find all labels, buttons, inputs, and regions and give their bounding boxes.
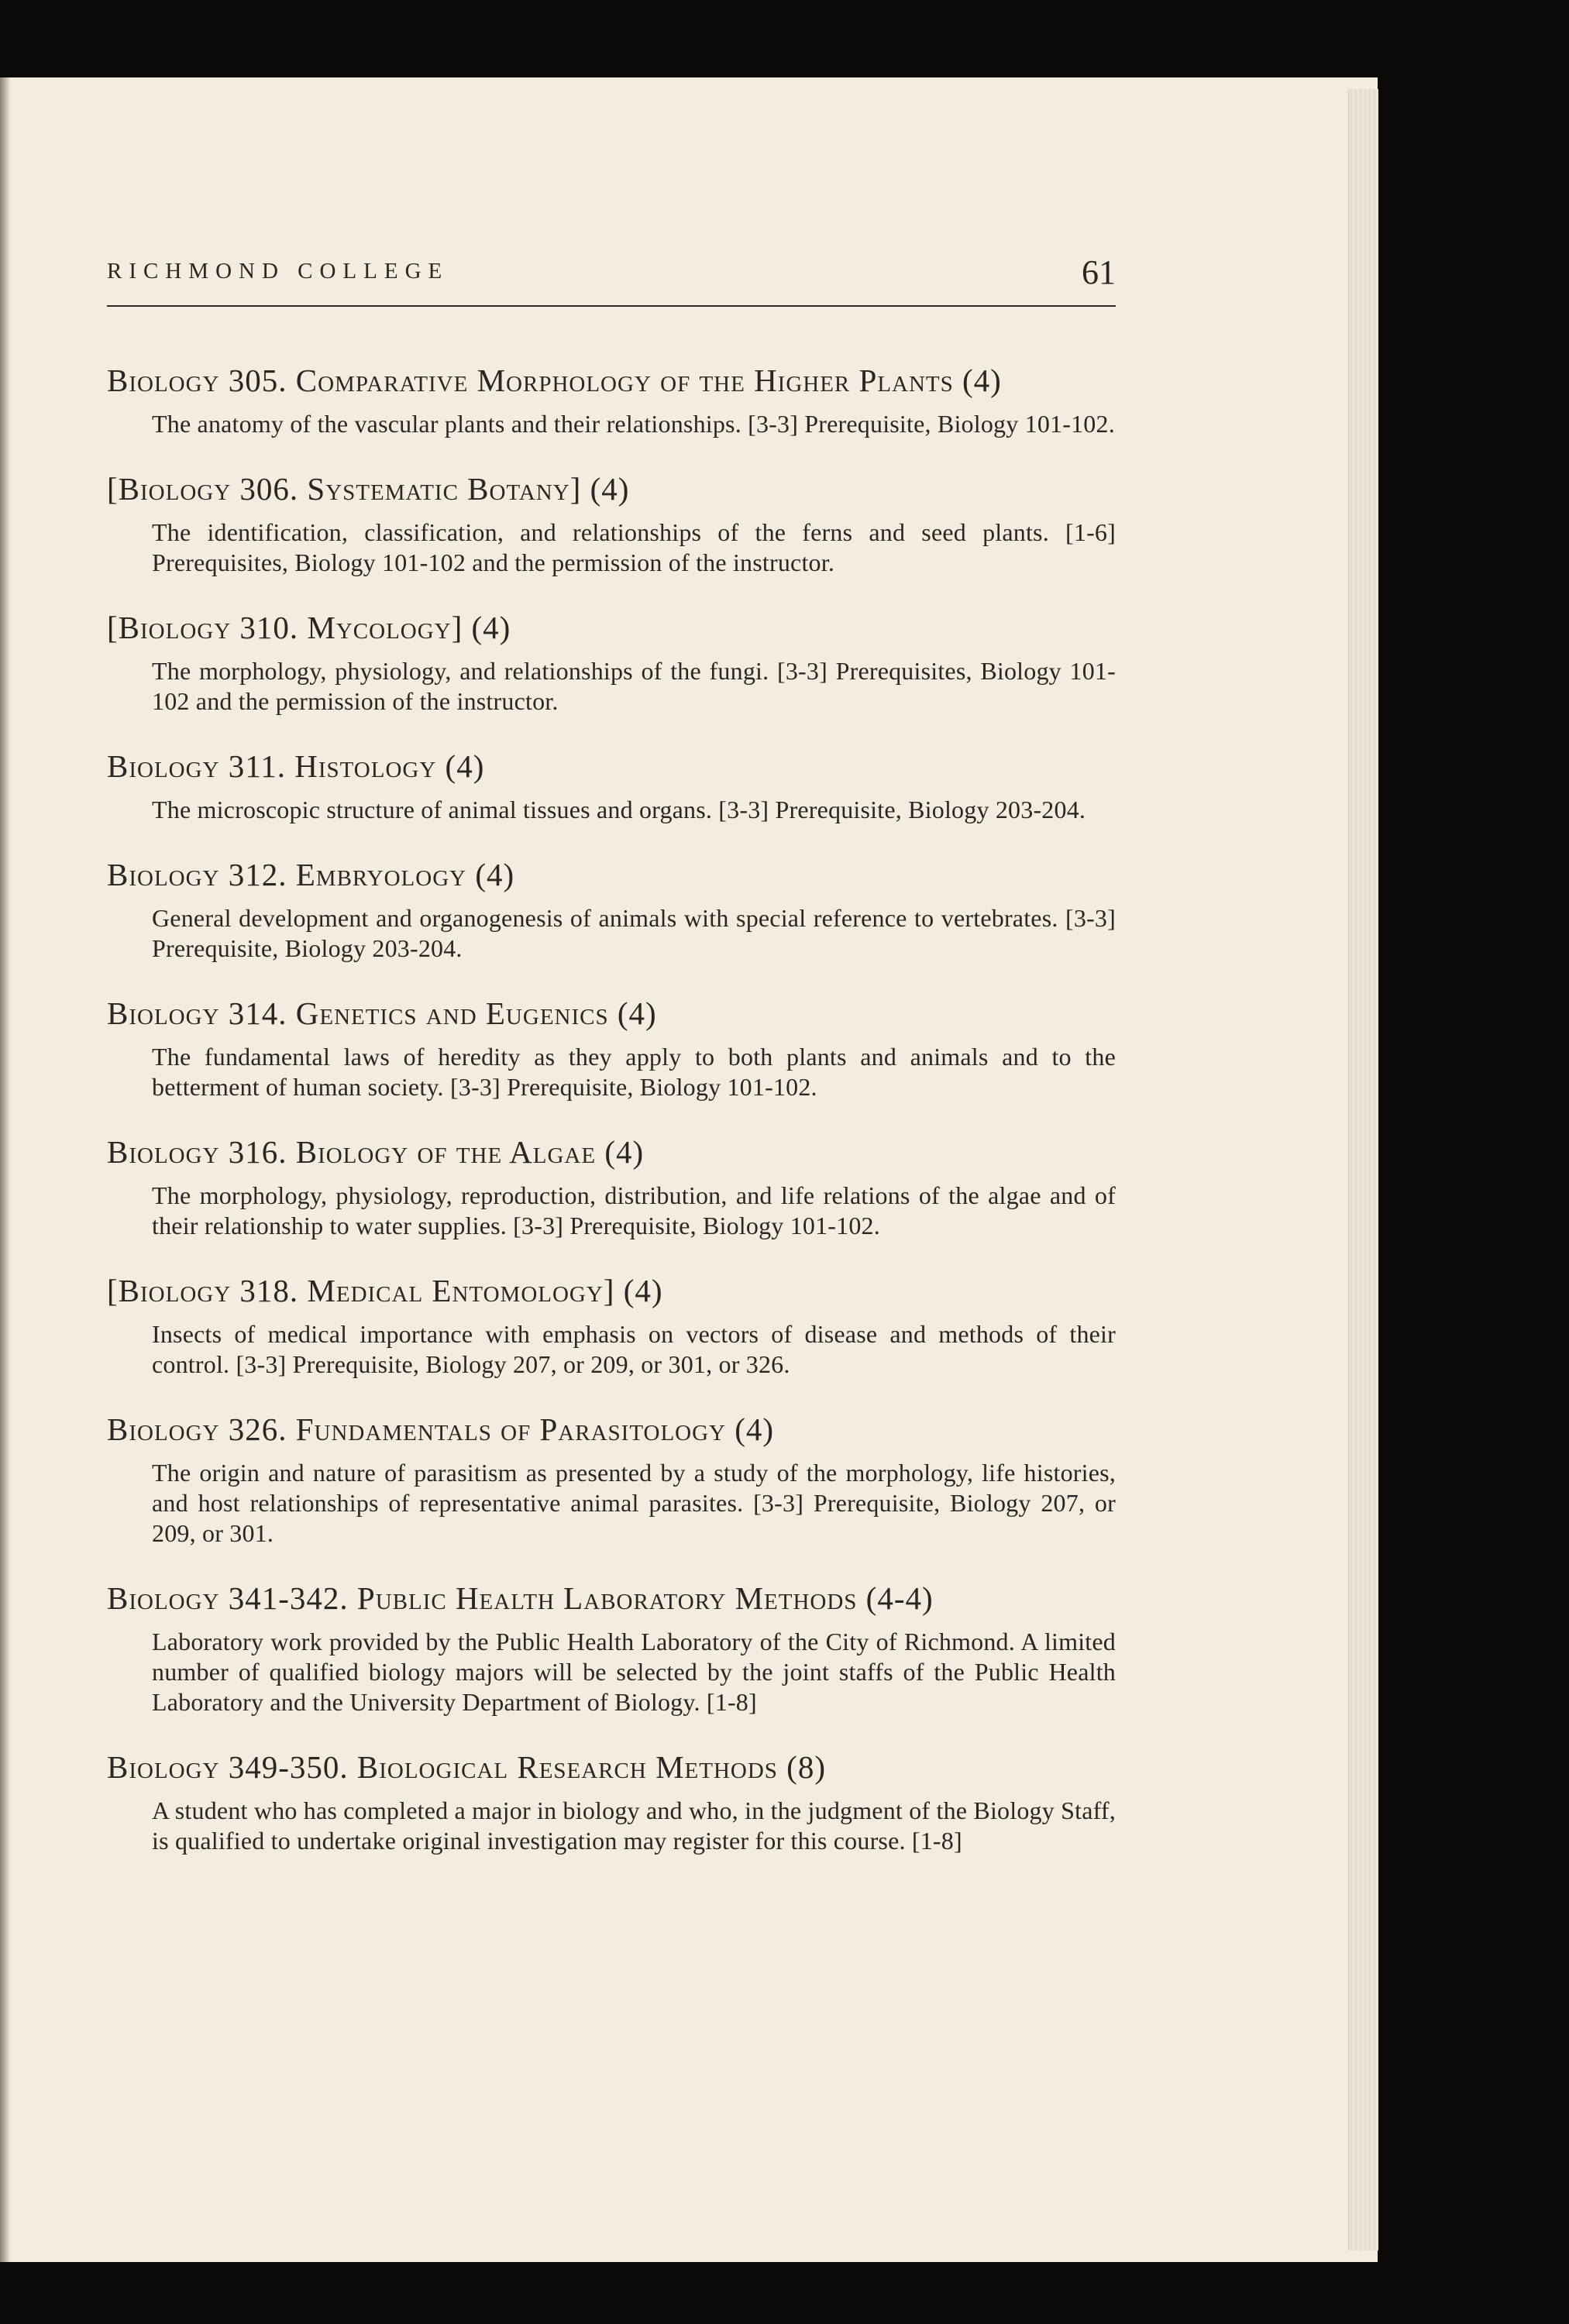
page-number: 61 bbox=[1082, 253, 1116, 291]
course-entry bbox=[107, 992, 1116, 1102]
course-description: The fundamental laws of heredity as they apply to both plants and animals and to the betterment of human society. [3-3] Prerequisite, Biology 101-102. bbox=[152, 1043, 1116, 1101]
course-title: Biology 312. Embryology (4) bbox=[107, 857, 515, 892]
course-title: Biology 349-350. Biological Research Methods (8) bbox=[107, 1749, 826, 1785]
course-description: General development and organogenesis of animals with special reference to vertebrates. [3-3] Prerequisite, Biology 203-204. bbox=[152, 904, 1116, 962]
course-description: Laboratory work provided by the Public Health Laboratory of the City of Richmond. A limited number of qualified biology majors will be selected by the joint staffs of the Public Health Laboratory and the University Department of Biology. [1-8] bbox=[152, 1628, 1116, 1716]
course-entry bbox=[107, 359, 1116, 439]
course-entry bbox=[107, 1270, 1116, 1380]
course-description: Insects of medical importance with emphasis on vectors of disease and methods of their control. [3-3] Prerequisite, Biology 207, or 209, or 301, or 326. bbox=[152, 1320, 1116, 1378]
page-fore-edge bbox=[1348, 89, 1378, 2250]
course-description: The origin and nature of parasitism as presented by a study of the morphology, life histories, and host relationships of representative animal parasites. [3-3] Prerequisite, Biology 207, or 209, or 301. bbox=[152, 1459, 1116, 1547]
course-description: The identification, classification, and relationships of the ferns and seed plants. [1-6] Prerequisites, Biology 101-102 and the permission of the instructor. bbox=[152, 518, 1116, 576]
binding-shadow bbox=[0, 77, 11, 2262]
course-entry bbox=[107, 607, 1116, 717]
course-title: Biology 316. Biology of the Algae (4) bbox=[107, 1134, 645, 1170]
course-description: The microscopic structure of animal tissues and organs. [3-3] Prerequisite, Biology 203-204. bbox=[152, 796, 1086, 823]
course-description: The morphology, physiology, and relationships of the fungi. [3-3] Prerequisites, Biology 101-102 and the permission of the instructor. bbox=[152, 657, 1116, 715]
course-title: [Biology 306. Systematic Botany] (4) bbox=[107, 471, 630, 507]
course-title: Biology 305. Comparative Morphology of the Higher Plants (4) bbox=[107, 363, 1002, 398]
course-list bbox=[107, 359, 1116, 1885]
course-title: Biology 326. Fundamentals of Parasitology (4) bbox=[107, 1411, 775, 1447]
course-entry bbox=[107, 468, 1116, 578]
course-entry bbox=[107, 1131, 1116, 1241]
course-title: [Biology 310. Mycology] (4) bbox=[107, 610, 511, 645]
running-head: RICHMOND COLLEGE bbox=[107, 259, 449, 284]
course-title: Biology 311. Histology (4) bbox=[107, 748, 485, 784]
course-entry bbox=[107, 854, 1116, 964]
course-description: The morphology, physiology, reproduction, distribution, and life relations of the algae and of their relationship to water supplies. [3-3] Prerequisite, Biology 101-102. bbox=[152, 1181, 1116, 1239]
course-entry bbox=[107, 1746, 1116, 1856]
course-title: Biology 341-342. Public Health Laboratory Methods (4-4) bbox=[107, 1580, 934, 1616]
course-description: The anatomy of the vascular plants and their relationships. [3-3] Prerequisite, Biology 101-102. bbox=[152, 410, 1115, 438]
course-description: A student who has completed a major in biology and who, in the judgment of the Biology Staff, is qualified to undertake original investigation may register for this course. [1-8] bbox=[152, 1796, 1116, 1855]
course-entry bbox=[107, 1408, 1116, 1549]
course-title: [Biology 318. Medical Entomology] (4) bbox=[107, 1273, 663, 1308]
course-title: Biology 314. Genetics and Eugenics (4) bbox=[107, 995, 657, 1031]
header-rule bbox=[107, 305, 1116, 307]
course-entry bbox=[107, 745, 1116, 825]
course-entry bbox=[107, 1577, 1116, 1717]
